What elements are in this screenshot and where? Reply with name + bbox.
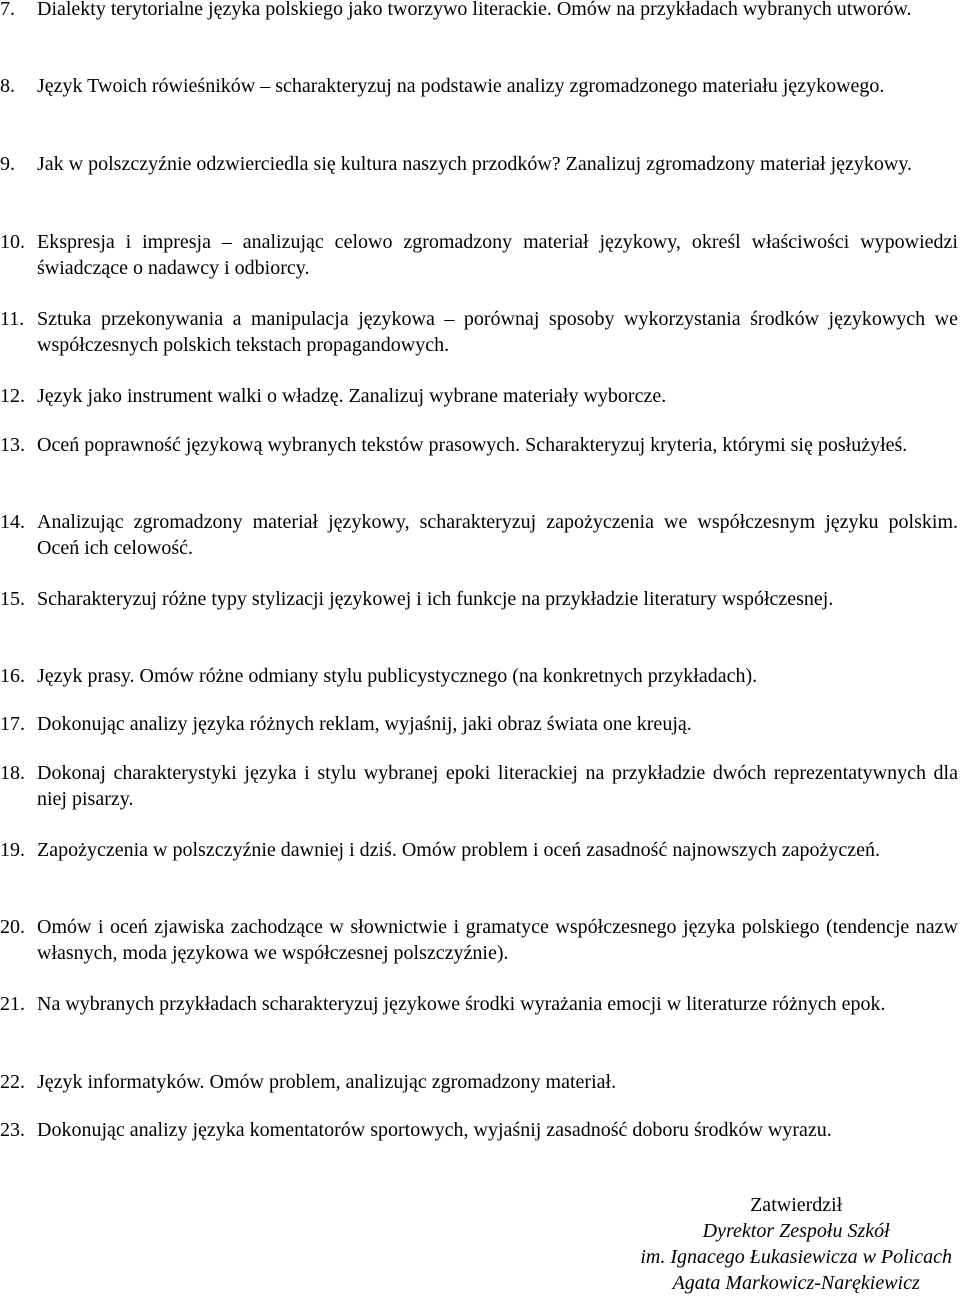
item-text: Omów i oceń zjawiska zachodzące w słownictwie i gramatyce współczesnego języka polskiego (tendencje nazw własnych, moda językowa we współczesnej polszczyźnie).	[37, 916, 958, 964]
item-text: Zapożyczenia w polszczyźnie dawniej i dziś. Omów problem i oceń zasadność najnowszych zapożyczeń.	[37, 839, 880, 861]
item-number: 18.	[0, 762, 25, 784]
item-number: 22.	[0, 1071, 25, 1093]
list-item	[0, 991, 958, 1017]
director-title: Dyrektor Zespołu Szkół	[702, 1220, 890, 1242]
item-text: Ekspresja i impresja – analizując celowo zgromadzony materiał językowy, określ właściwości wypowiedzi świadczące o nadawcy i odbiorcy.	[37, 231, 958, 279]
list-item	[0, 0, 958, 22]
item-text: Język jako instrument walki o władzę. Zanalizuj wybrane materiały wyborcze.	[37, 385, 667, 407]
item-text: Oceń poprawność językową wybranych tekstów prasowych. Scharakteryzuj kryteria, którymi się posłużyłeś.	[37, 434, 908, 456]
item-text: Język prasy. Omów różne odmiany stylu publicystycznego (na konkretnych przykładach).	[37, 665, 758, 687]
list-item	[0, 586, 958, 612]
item-number: 7.	[0, 0, 15, 20]
director-name: Agata Markowicz-Narękiewicz	[672, 1272, 920, 1294]
item-number: 10.	[0, 231, 25, 253]
list-item	[0, 663, 958, 689]
item-number: 9.	[0, 153, 15, 175]
item-number: 21.	[0, 993, 25, 1015]
item-text: Dokonując analizy języka różnych reklam, wyjaśnij, jaki obraz świata one kreują.	[37, 713, 692, 735]
item-text: Na wybranych przykładach scharakteryzuj językowe środki wyrażania emocji w literaturze różnych epok.	[37, 993, 886, 1015]
list-item	[0, 837, 958, 863]
list-item	[0, 383, 958, 409]
item-text: Scharakteryzuj różne typy stylizacji językowej i ich funkcje na przykładzie literatury współczesnej.	[37, 588, 834, 610]
item-number: 13.	[0, 434, 25, 456]
item-text: Dialekty terytorialne języka polskiego jako tworzywo literackie. Omów na przykładach wybranych utworów.	[37, 0, 912, 20]
item-number: 14.	[0, 511, 25, 533]
item-number: 11.	[0, 308, 25, 330]
item-number: 15.	[0, 588, 25, 610]
item-number: 17.	[0, 713, 25, 735]
list-item	[0, 151, 958, 177]
item-text: Jak w polszczyźnie odzwierciedla się kultura naszych przodków? Zanalizuj zgromadzony materiał językowy.	[37, 153, 913, 175]
signature-lines	[640, 1192, 952, 1296]
item-text: Sztuka przekonywania a manipulacja językowa – porównaj sposoby wykorzystania środków językowych we współczesnych polskich tekstach propagandowych.	[37, 308, 958, 356]
list-item	[0, 1069, 958, 1095]
item-number: 19.	[0, 839, 25, 861]
item-text: Dokonując analizy języka komentatorów sportowych, wyjaśnij zasadność doboru środków wyrazu.	[37, 1119, 832, 1141]
list-item	[0, 1117, 958, 1143]
list-item	[0, 760, 958, 812]
list-item	[0, 306, 958, 358]
approved-label: Zatwierdził	[750, 1194, 843, 1216]
item-number: 16.	[0, 665, 25, 687]
item-text: Dokonaj charakterystyki języka i stylu wybranej epoki literackiej na przykładzie dwóch reprezentatywnych dla niej pisarzy.	[37, 762, 958, 810]
school-name: im. Ignacego Łukasiewicza w Policach	[640, 1246, 952, 1268]
list-item	[0, 914, 958, 966]
item-number: 20.	[0, 916, 25, 938]
list-item	[0, 73, 958, 99]
item-text: Analizując zgromadzony materiał językowy, scharakteryzuj zapożyczenia we współczesnym języku polskim. Oceń ich celowość.	[37, 511, 958, 559]
item-number: 8.	[0, 75, 15, 97]
item-text: Język informatyków. Omów problem, analizując zgromadzony materiał.	[37, 1071, 617, 1093]
item-number: 23.	[0, 1119, 25, 1141]
item-text: Język Twoich rówieśników – scharakteryzuj na podstawie analizy zgromadzonego materiału językowego.	[37, 75, 885, 97]
list-item	[0, 509, 958, 561]
list-item	[0, 711, 958, 737]
item-number: 12.	[0, 385, 25, 407]
list-item	[0, 229, 958, 281]
list-item	[0, 432, 958, 458]
